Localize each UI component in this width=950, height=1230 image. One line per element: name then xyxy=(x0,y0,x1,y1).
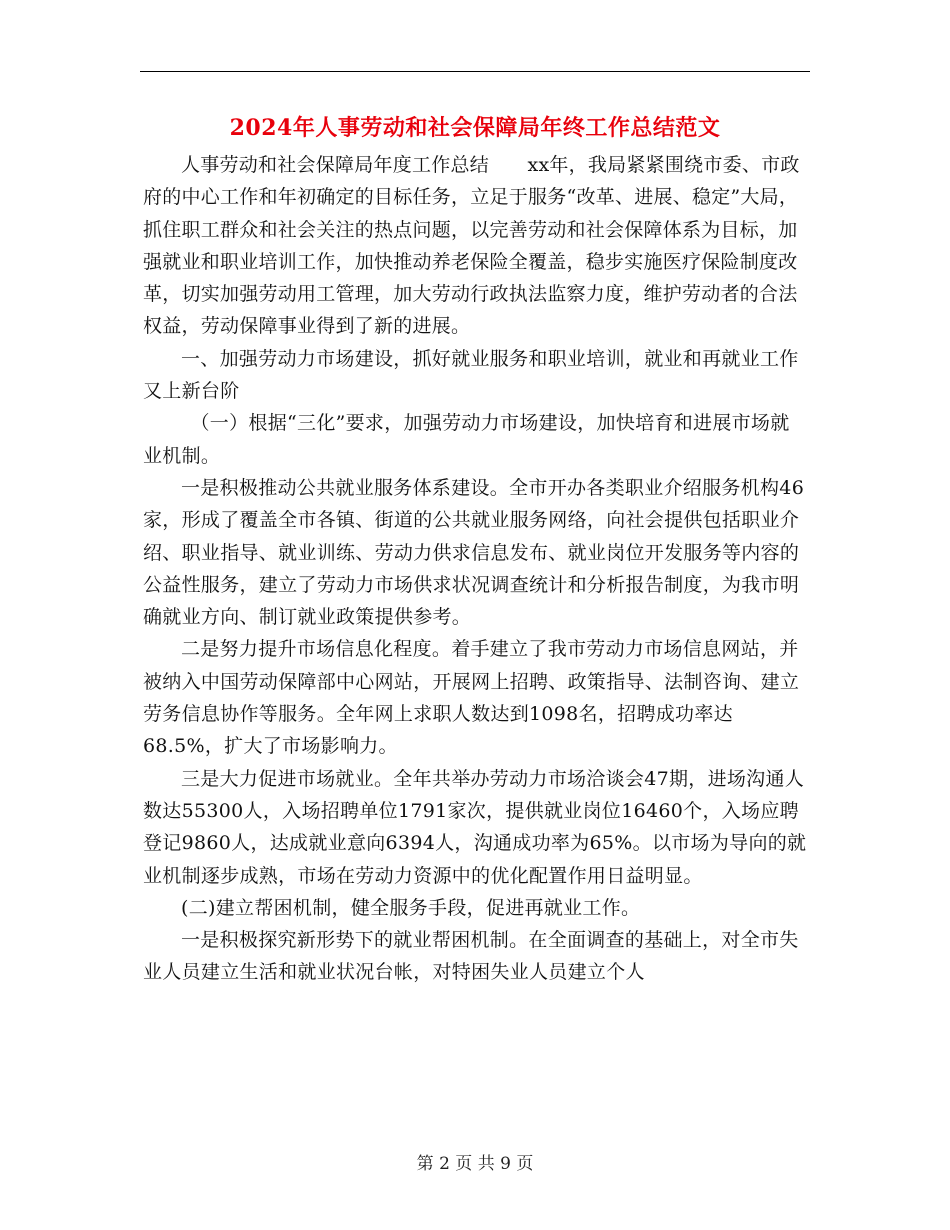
paragraph-intro: 人事劳动和社会保障局年度工作总结 xx年，我局紧紧围绕市委、市政府的中心工作和年初确定的目标任务，立足于服务“改革、进展、稳定”大局，抓住职工群众和社会关注的热点问题，以完善劳动和社会保障体系为目标，加强就业和职业培训工作，加快推动养老保险全覆盖，稳步实施医疗保险制度改革，切实加强劳动用工管理，加大劳动行政执法监察力度，维护劳动者的合法权益，劳动保障事业得到了新的进展。 xyxy=(143,154,800,338)
paragraph-item-3: 三是大力促进市场就业。全年共举办劳动力市场洽谈会47期，进场沟通人数达55300人，入场招聘单位1791家次，提供就业岗位16460个，入场应聘登记9860人，达成就业意向6394人，沟通成功率为65%。以市场为导向的就业机制逐步成熟，市场在劳动力资源中的优化配置作用日益明显。 xyxy=(143,767,807,887)
document-title: 2024年人事劳动和社会保障局年终工作总结范文 xyxy=(229,115,721,141)
paragraph-section-heading-1: 一、加强劳动力市场建设，抓好就业服务和职业培训，就业和再就业工作又上新台阶 xyxy=(143,347,799,403)
paragraph-item-1: 一是积极推动公共就业服务体系建设。全市开办各类职业介绍服务机构46家，形成了覆盖全市各镇、街道的公共就业服务网络，向社会提供包括职业介绍、职业指导、就业训练、劳动力供求信息发布、就业岗位开发服务等内容的公益性服务，建立了劳动力市场供求状况调查统计和分析报告制度，为我市明确就业方向、制订就业政策提供参考。 xyxy=(143,476,805,629)
paragraph-subsection-1: （一）根据“三化”要求，加强劳动力市场建设，加快培育和进展市场就业机制。 xyxy=(143,412,790,467)
paragraph-item-2: 二是努力提升市场信息化程度。着手建立了我市劳动力市场信息网站，并被纳入中国劳动保障部中心网站，开展网上招聘、政策指导、法制咨询、建立劳务信息协作等服务。全年网上求职人数达到1098名，招聘成功率达68.5%，扩大了市场影响力。 xyxy=(143,638,800,758)
document-body xyxy=(143,149,808,989)
page-number: 第 2 页 共 9 页 xyxy=(416,1154,534,1174)
header-rule xyxy=(140,71,810,72)
paragraph-item-4: 一是积极探究新形势下的就业帮困机制。在全面调查的基础上，对全市失业人员建立生活和就业状况台帐，对特困失业人员建立个人 xyxy=(143,929,799,984)
paragraph-subsection-2: (二)建立帮困机制，健全服务手段，促进再就业工作。 xyxy=(181,896,641,919)
